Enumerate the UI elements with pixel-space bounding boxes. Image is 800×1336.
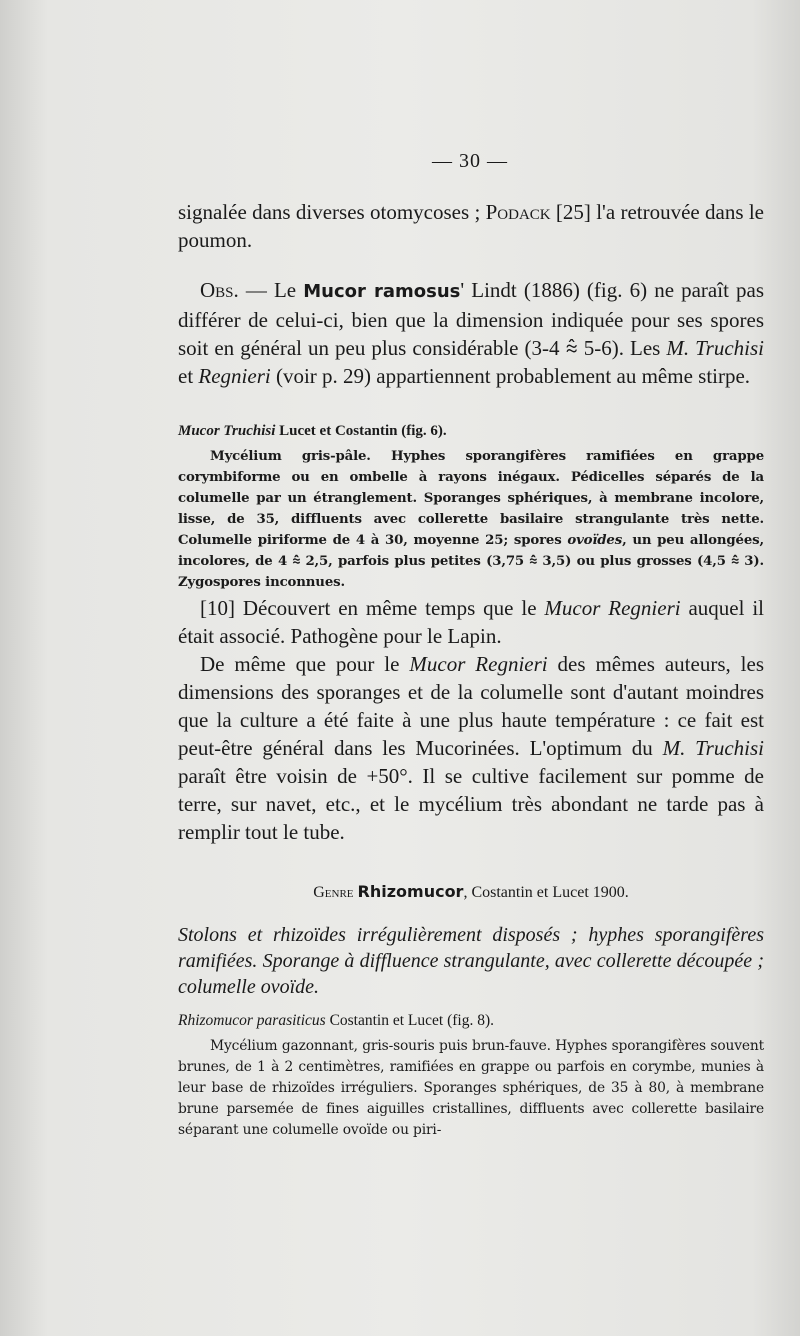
genre-description: Stolons et rhizoïdes irrégulièrement disposés ; hyphes sporangifères ramifiées. Sporange à diffluence strangulante, avec collerette découpée ; columelle ovoïde. [178, 924, 764, 998]
paragraph-2-block [178, 594, 764, 846]
species-2-description: Mycélium gazonnant, gris-souris puis brun-fauve. Hyphes sporangifères souvent brunes, de 1 à 2 centimètres, ramifiées en grappe ou parfois en corymbe, munies à leur base de rhizoïdes irréguliers. Sporanges sphériques, de 35 à 80, à membrane brune parsemée de fines aiguilles cristallines, diffluents avec collerette basilaire séparant une columelle ovoïde ou piri- [178, 1038, 764, 1138]
species-1-desc-italic: ovoïdes [567, 533, 623, 548]
genre-authors: , Costantin et Lucet 1900. [463, 884, 629, 901]
genre-heading-block [178, 882, 764, 902]
genre-name: Rhizomucor [357, 882, 464, 901]
obs-dash: — Le [238, 278, 304, 302]
mucor-regnieri-name: Mucor Regnieri [544, 596, 681, 620]
species-1-authors: Lucet et Costantin (fig. 6). [275, 423, 447, 439]
paragraph-2-text-b: auquel il était associé. Pathogène pour le Lapin. [178, 596, 765, 648]
obs-text-b: et [178, 364, 199, 388]
species-1-block [178, 420, 764, 593]
regnieri-name: Regnieri [198, 364, 271, 388]
species-1-desc-b: , un peu allongées, incolores, de 4 ⩯ 2,5, parfois plus petites (3,75 ⩯ 3,5) ou plus grosses (4,5 ⩯ 3). Zygospores inconnues. [178, 533, 764, 590]
obs-paragraph [178, 276, 764, 390]
species-2-authors: Costantin et Lucet (fig. 8). [325, 1012, 494, 1029]
m-truchisi-name-2: M. Truchisi [662, 736, 764, 760]
obs-label: Obs. [200, 278, 239, 302]
mucor-regnieri-name-2: Mucor Regnieri [409, 652, 548, 676]
species-1-desc-a: Mycélium gris-pâle. Hyphes sporangifères ramifiées en grappe corymbiforme ou en ombelle à rayons inégaux. Pédicelles séparés de la columelle par un étranglement. Sporanges sphériques, à membrane incolore, lisse, de 35, diffluents avec collerette basilaire strangulante très nette. Columelle piriforme de 4 à 30, moyenne 25; spores [178, 449, 764, 548]
species-1-heading [178, 420, 764, 442]
genre-label: Genre [313, 884, 354, 901]
obs-text-c: (voir p. 29) appartiennent probablement au même stirpe. [270, 364, 751, 388]
obs-text [178, 276, 764, 390]
paragraph-3-text-a: De même que pour le [200, 652, 410, 676]
paragraph-3-text-b: des mêmes auteurs, les dimensions des sporanges et de la columelle sont d'autant moindres que la culture a été faite à une plus haute température : ce fait est peut-être général dans les Mucorinées. L'optimum du [178, 652, 764, 760]
species-2-name: Rhizomucor parasiticus [178, 1012, 326, 1029]
paragraph-continuation [178, 198, 764, 254]
paragraph-2 [178, 594, 764, 650]
paragraph-1-text-b: [25] l'a retrouvée dans le poumon. [178, 200, 764, 252]
species-2-block [178, 1010, 764, 1141]
paragraph-1-text-a: signalée dans diverses otomycoses ; [178, 200, 486, 224]
species-1-description [178, 446, 764, 593]
species-1-name: Mucor Truchisi [178, 423, 276, 439]
genre-description-block [178, 922, 764, 1000]
m-truchisi-name: M. Truchisi [666, 336, 764, 360]
species-2-heading [178, 1010, 764, 1032]
obs-text-a: ' Lindt (1886) (fig. 6) ne paraît pas différer de celui-ci, bien que la dimension indiquée pour ses spores soit en général un peu plus considérable (3-4 ⩯ 5-6). Les [178, 278, 765, 360]
paragraph-3-text-c: paraît être voisin de +50°. Il se cultive facilement sur pomme de terre, sur navet, etc., et le mycélium très abondant ne tarde pas à remplir tout le tube. [178, 764, 764, 844]
paragraph-1 [178, 198, 764, 254]
paragraph-3 [178, 650, 764, 846]
mucor-ramosus-name: Mucor ramosus [303, 281, 461, 302]
author-podack: Podack [485, 200, 551, 224]
paragraph-2-text-a: [10] Découvert en même temps que le [200, 596, 545, 620]
genre-heading [178, 882, 764, 902]
page-number: — 30 — [432, 150, 508, 172]
